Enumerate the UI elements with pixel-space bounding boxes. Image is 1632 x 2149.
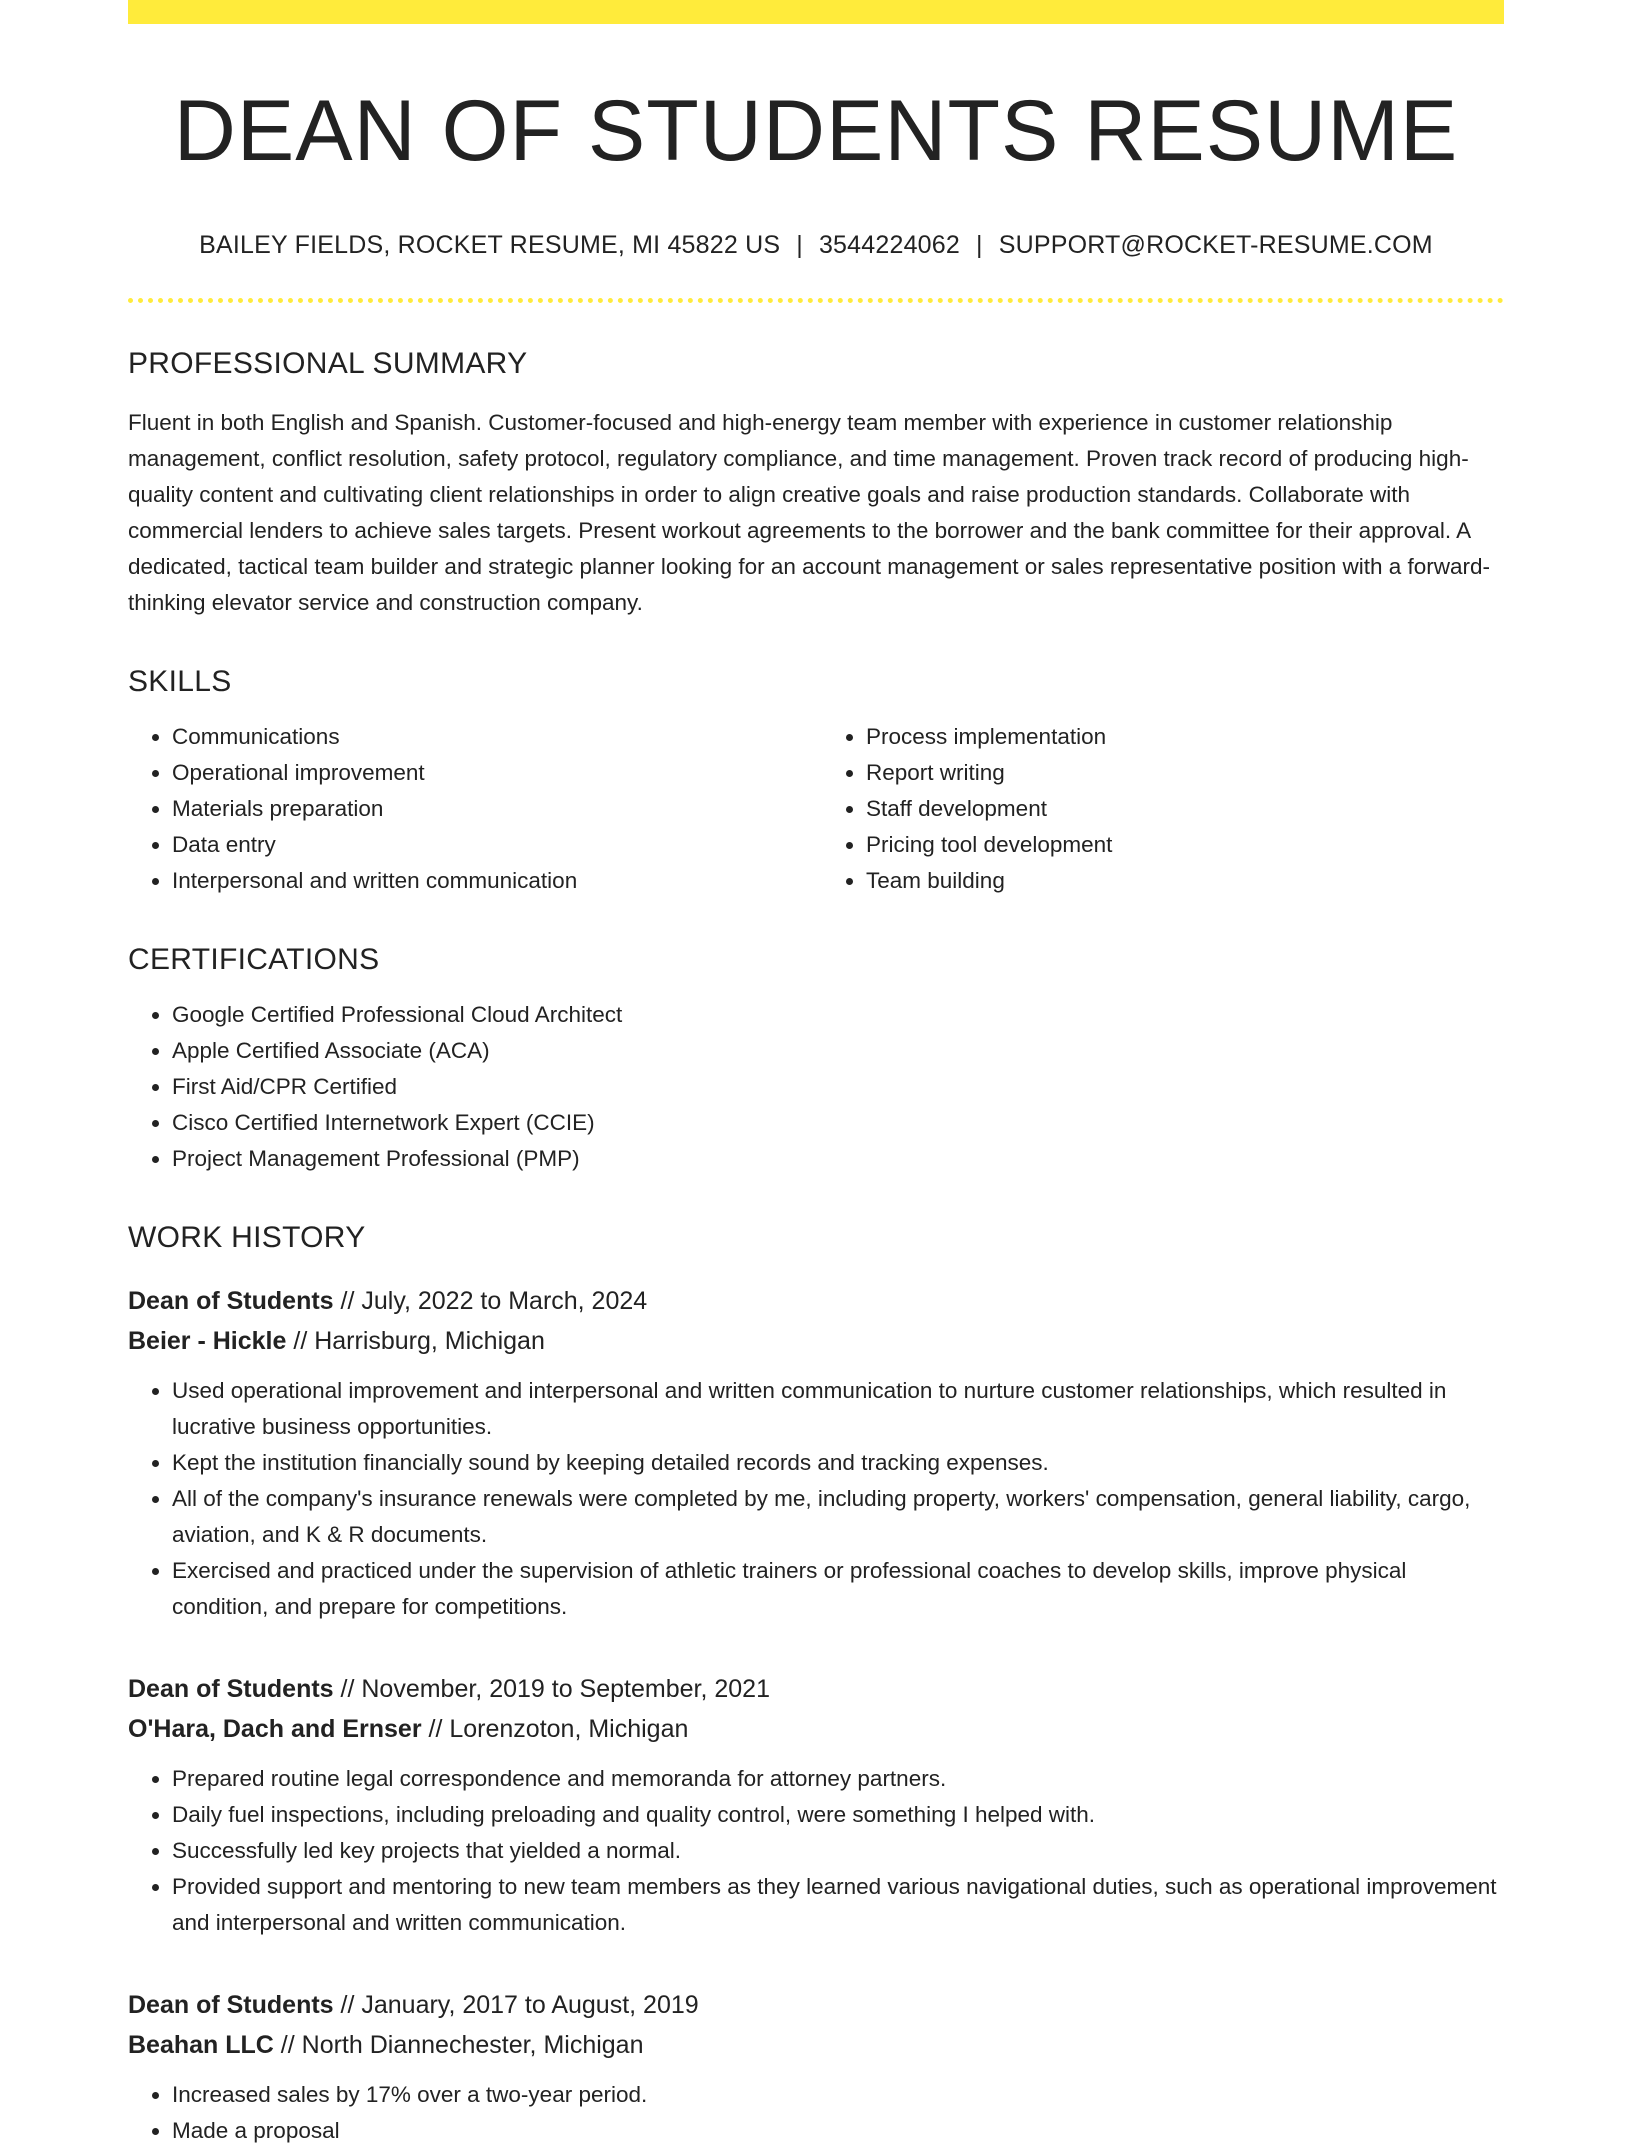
- job-bullet: • Prepared routine legal correspondence and memoranda for attorney partners.: [172, 1761, 1504, 1797]
- skill-item: • Staff development: [866, 791, 1504, 827]
- resume-page: [128, 0, 1504, 2149]
- resume-title: DEAN OF STUDENTS RESUME: [173, 83, 1459, 179]
- skill-item: • Data entry: [172, 827, 816, 863]
- job-title-line: [128, 1281, 1504, 1321]
- contact-separator: |: [796, 230, 803, 259]
- work-history-heading: WORK HISTORY: [128, 1220, 366, 1254]
- job-title: Dean of Students: [128, 1990, 334, 2019]
- contact-address: BAILEY FIELDS, ROCKET RESUME, MI 45822 US: [199, 230, 781, 259]
- certification-item: • Google Certified Professional Cloud Architect: [172, 997, 1504, 1033]
- skills-grid: [128, 719, 1504, 899]
- job-bullet: • Used operational improvement and interpersonal and written communication to nurture customer relationships, which resulted in lucrative business opportunities.: [172, 1373, 1504, 1445]
- dotted-divider: [128, 298, 1504, 303]
- skill-item: • Interpersonal and written communication: [172, 863, 816, 899]
- job-location: // North Diannechester, Michigan: [273, 2030, 644, 2059]
- job-bullet: • Made a proposal: [172, 2113, 1504, 2149]
- professional-summary-section: [128, 347, 1504, 621]
- job-bullets: [128, 2077, 1504, 2149]
- job-bullet: • All of the company's insurance renewals were completed by me, including property, workers' compensation, general liability, cargo, aviation, and K & R documents.: [172, 1481, 1504, 1553]
- job-bullet: • Increased sales by 17% over a two-year period.: [172, 2077, 1504, 2113]
- certification-item: • Project Management Professional (PMP): [172, 1141, 1504, 1177]
- contact-phone: 3544224062: [818, 230, 960, 259]
- job-dates: // July, 2022 to March, 2024: [333, 1286, 648, 1315]
- skills-section: [128, 665, 1504, 899]
- job-company-line: [128, 1709, 1504, 1749]
- job-bullet: • Daily fuel inspections, including preloading and quality control, were something I helped with.: [172, 1797, 1504, 1833]
- job-bullet: • Successfully led key projects that yielded a normal.: [172, 1833, 1504, 1869]
- skills-left-list: [128, 719, 816, 899]
- job-location: // Harrisburg, Michigan: [286, 1326, 545, 1355]
- certifications-heading: CERTIFICATIONS: [128, 942, 380, 976]
- job-title: Dean of Students: [128, 1674, 334, 1703]
- work-history-section: [128, 1221, 1504, 2149]
- job-entry: [128, 1985, 1504, 2149]
- skill-item: • Communications: [172, 719, 816, 755]
- job-company: O'Hara, Dach and Ernser: [128, 1714, 422, 1743]
- job-bullet: • Provided support and mentoring to new team members as they learned various navigational duties, such as operational improvement and interpersonal and written communication.: [172, 1869, 1504, 1941]
- certification-item: • Cisco Certified Internetwork Expert (CCIE): [172, 1105, 1504, 1141]
- certification-item: • Apple Certified Associate (ACA): [172, 1033, 1504, 1069]
- job-title-line: [128, 1985, 1504, 2025]
- job-company: Beahan LLC: [128, 2030, 274, 2059]
- skill-item: • Operational improvement: [172, 755, 816, 791]
- summary-heading: PROFESSIONAL SUMMARY: [128, 346, 528, 380]
- skill-item: • Pricing tool development: [866, 827, 1504, 863]
- contact-email: SUPPORT@ROCKET-RESUME.COM: [998, 230, 1433, 259]
- skill-item: • Team building: [866, 863, 1504, 899]
- job-title: Dean of Students: [128, 1286, 334, 1315]
- job-company-line: [128, 1321, 1504, 1361]
- skill-item: • Report writing: [866, 755, 1504, 791]
- job-bullets: [128, 1373, 1504, 1625]
- skill-item: • Materials preparation: [172, 791, 816, 827]
- certification-item: • First Aid/CPR Certified: [172, 1069, 1504, 1105]
- contact-separator: |: [976, 230, 983, 259]
- job-company-line: [128, 2025, 1504, 2065]
- top-accent-bar: [128, 0, 1504, 24]
- skills-heading: SKILLS: [128, 664, 232, 698]
- certifications-list: [128, 997, 1504, 1177]
- certifications-section: [128, 943, 1504, 1177]
- contact-line: [128, 231, 1504, 260]
- job-bullet: • Kept the institution financially sound by keeping detailed records and tracking expenses.: [172, 1445, 1504, 1481]
- job-dates: // January, 2017 to August, 2019: [333, 1990, 699, 2019]
- job-dates: // November, 2019 to September, 2021: [333, 1674, 770, 1703]
- job-entry: [128, 1669, 1504, 1941]
- skills-right-list: [816, 719, 1504, 899]
- job-bullet: • Exercised and practiced under the supervision of athletic trainers or professional coaches to develop skills, improve physical condition, and prepare for competitions.: [172, 1553, 1504, 1625]
- summary-text: Fluent in both English and Spanish. Customer-focused and high-energy team member with experience in customer relationship management, conflict resolution, safety protocol, regulatory compliance, and time management. Proven track record of producing high-quality content and cultivating client relationships in order to align creative goals and raise production standards. Collaborate with commercial lenders to achieve sales targets. Present workout agreements to the borrower and the bank committee for their approval. A dedicated, tactical team builder and strategic planner looking for an account management or sales representative position with a forward-thinking elevator service and construction company.: [128, 409, 1491, 615]
- skill-item: • Process implementation: [866, 719, 1504, 755]
- job-company: Beier - Hickle: [128, 1326, 287, 1355]
- job-title-line: [128, 1669, 1504, 1709]
- job-bullets: [128, 1761, 1504, 1941]
- job-entry: [128, 1281, 1504, 1625]
- job-location: // Lorenzoton, Michigan: [421, 1714, 689, 1743]
